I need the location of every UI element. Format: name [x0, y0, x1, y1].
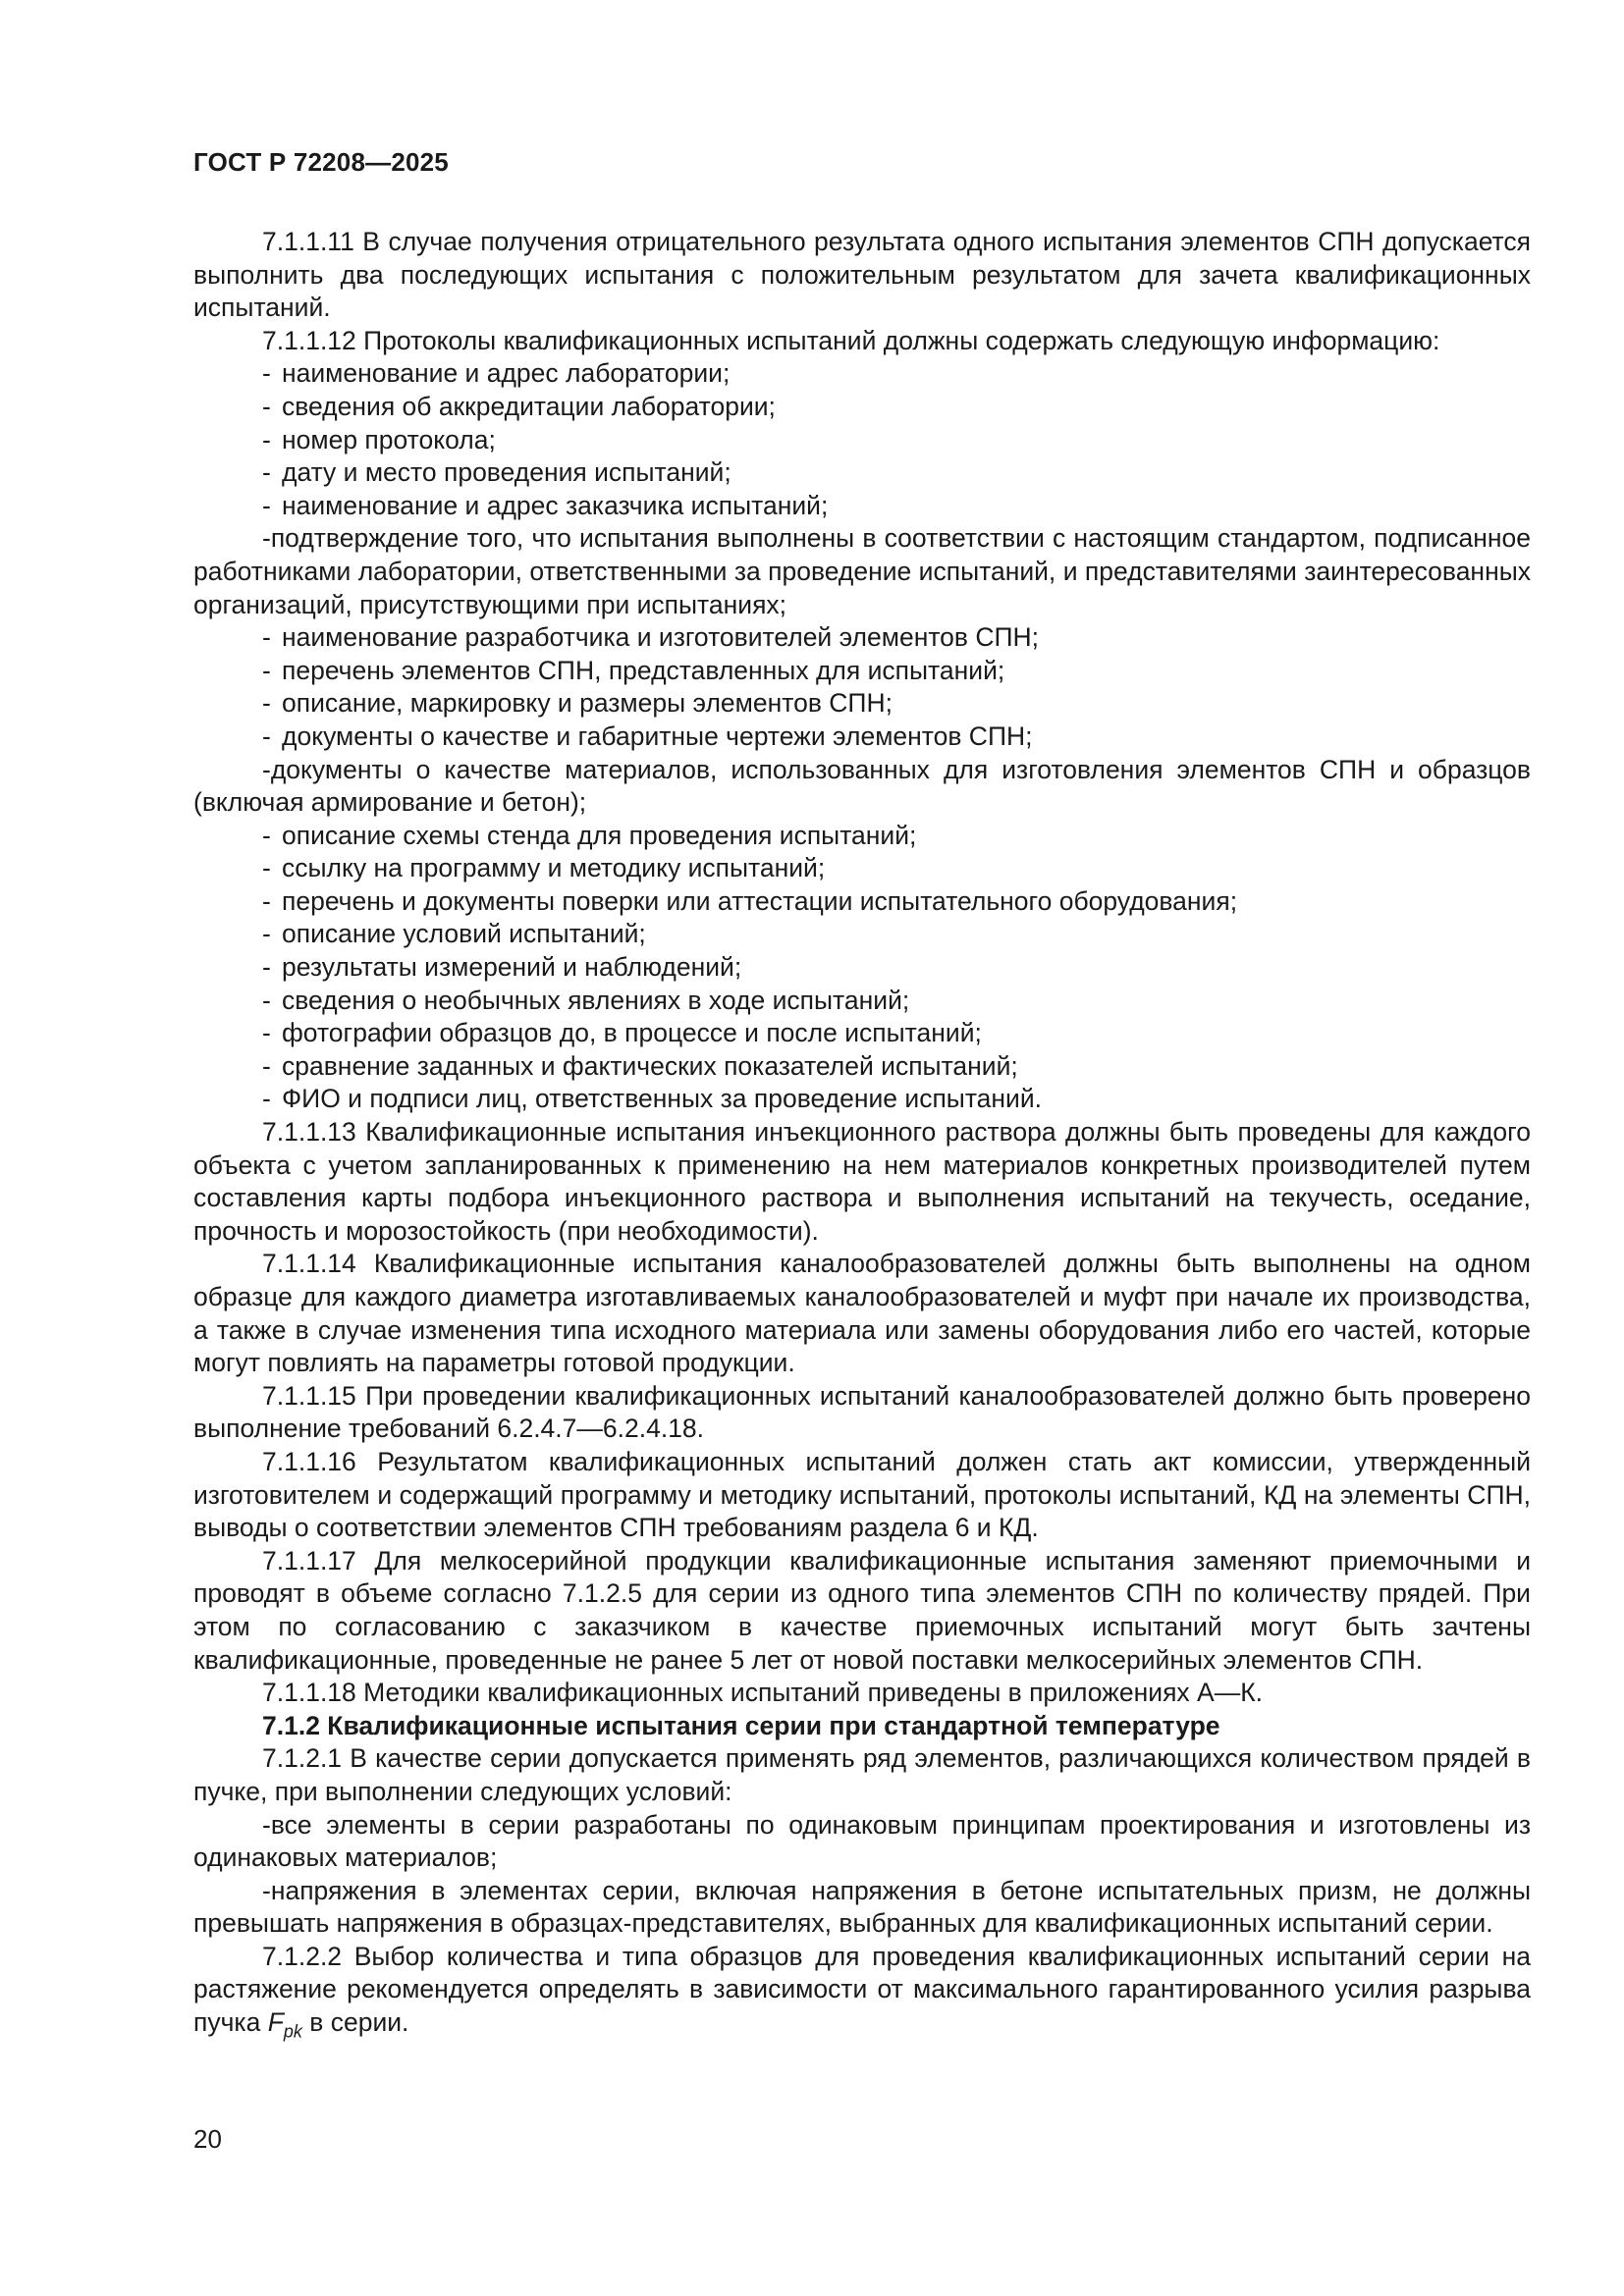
- list-item: - перечень элементов СПН, представленных для испытаний;: [262, 655, 1005, 685]
- list-item: - описание условий испытаний;: [262, 919, 646, 949]
- list-item: - дату и место проведения испытаний;: [262, 457, 731, 488]
- paragraph-7-1-2-2: 7.1.2.2 Выбор количества и типа образцов для проведения квалификационных испытаний серии на растяжение рекомендуется определять в зависимости от максимального гарантированного усилия разрыва пучка $F_{pk}$ в серии.: [193, 1941, 1531, 2042]
- paragraph-7-1-1-15: 7.1.1.15 При проведении квалификационных испытаний каналообразователей должно быть проверено выполнение требований 6.2.4.7—6.2.4.18.: [193, 1380, 1531, 1444]
- list-item: - описание, маркировку и размеры элементов СПН;: [262, 688, 893, 719]
- section-heading-7-1-2: 7.1.2 Квалификационные испытания серии при стандартной температуре: [262, 1710, 1220, 1740]
- list-item: - результаты измерений и наблюдений;: [262, 952, 742, 983]
- list-item: -все элементы в серии разработаны по одинаковым принципам проектирования и изготовлены из одинаковых материалов;: [193, 1809, 1531, 1873]
- paragraph-7-1-1-13: 7.1.1.13 Квалификационные испытания инъекционного раствора должны быть проведены для каждого объекта с учетом запланированных к применению на нем материалов конкретных производителей путем составления карты подбора инъекционного раствора и выполнения испытаний на текучесть, оседание, прочность и морозостойкость (при необходимости).: [193, 1117, 1531, 1246]
- formula-fpk: $F_{pk}$: [267, 2007, 302, 2042]
- list-item: - наименование разработчика и изготовителей элементов СПН;: [262, 622, 1040, 653]
- page-number: 20: [193, 2124, 222, 2154]
- paragraph-7-1-1-18: 7.1.1.18 Методики квалификационных испытаний приведены в приложениях А—К.: [262, 1678, 1264, 1708]
- list-item: - наименование и адрес заказчика испытаний;: [262, 490, 829, 520]
- list-item: - сведения об аккредитации лаборатории;: [262, 391, 776, 421]
- list-item: - сведения о необычных явлениях в ходе испытаний;: [262, 985, 910, 1015]
- list-item: - описание схемы стенда для проведения испытаний;: [262, 820, 917, 850]
- list-item: -напряжения в элементах серии, включая напряжения в бетоне испытательных призм, не должны превышать напряжения в образцах-представителях, выбранных для квалификационных испытаний серии.: [193, 1875, 1531, 1939]
- document-body: [193, 226, 1531, 2049]
- list-item: - перечень и документы поверки или аттестации испытательного оборудования;: [262, 885, 1238, 916]
- list-item: - сравнение заданных и фактических показателей испытаний;: [262, 1050, 1018, 1081]
- paragraph-7-1-1-14: 7.1.1.14 Квалификационные испытания каналообразователей должны быть выполнены на одном образце для каждого диаметра изготавливаемых каналообразователей и муфт при начале их производства, а также в случае изменения типа исходного материала или замены оборудования либо его частей, которые могут повлиять на параметры готовой продукции.: [193, 1249, 1531, 1378]
- list-item: -подтверждение того, что испытания выполнены в соответствии с настоящим стандартом, подписанное работниками лаборатории, ответственными за проведение испытаний, и представителями заинтересованных организаций, присутствующими при испытаниях;: [193, 523, 1531, 619]
- standard-header: ГОСТ Р 72208—2025: [193, 147, 449, 177]
- list-item: - фотографии образцов до, в процессе и после испытаний;: [262, 1018, 982, 1048]
- series-conditions-list: [193, 1809, 1531, 1941]
- paragraph-7-1-1-16: 7.1.1.16 Результатом квалификационных испытаний должен стать акт комиссии, утвержденный изготовителем и содержащий программу и методику испытаний, протоколы испытаний, КД на элементы СПН, выводы о соответствии элементов СПН требованиям раздела 6 и КД.: [193, 1446, 1531, 1543]
- list-item: - ссылку на программу и методику испытаний;: [262, 853, 826, 883]
- paragraph-7-1-2-1: 7.1.2.1 В качестве серии допускается применять ряд элементов, различающихся количеством прядей в пучке, при выполнении следующих условий:: [193, 1743, 1531, 1806]
- paragraph-7-1-1-11: 7.1.1.11 В случае получения отрицательного результата одного испытания элементов СПН допускается выполнить два последующих испытания с положительным результатом для зачета квалификационных испытаний.: [193, 227, 1531, 323]
- list-item: - документы о качестве и габаритные чертежи элементов СПН;: [262, 721, 1033, 751]
- paragraph-7-1-1-12: 7.1.1.12 Протоколы квалификационных испытаний должны содержать следующую информацию:: [262, 325, 1440, 355]
- list-item: - ФИО и подписи лиц, ответственных за проведение испытаний.: [262, 1084, 1043, 1114]
- protocol-info-list: [193, 357, 1531, 1116]
- list-item: -документы о качестве материалов, использованных для изготовления элементов СПН и образцов (включая армирование и бетон);: [193, 754, 1531, 818]
- paragraph-7-1-1-17: 7.1.1.17 Для мелкосерийной продукции квалификационные испытания заменяют приемочными и проводят в объеме согласно 7.1.2.5 для серии из одного типа элементов СПН по количеству прядей. При этом по согласованию с заказчиком в качестве приемочных испытаний могут быть зачтены квалификационные, проведенные не ранее 5 лет от новой поставки мелкосерийных элементов СПН.: [193, 1545, 1531, 1675]
- list-item: - наименование и адрес лаборатории;: [262, 358, 731, 389]
- list-item: - номер протокола;: [262, 424, 496, 454]
